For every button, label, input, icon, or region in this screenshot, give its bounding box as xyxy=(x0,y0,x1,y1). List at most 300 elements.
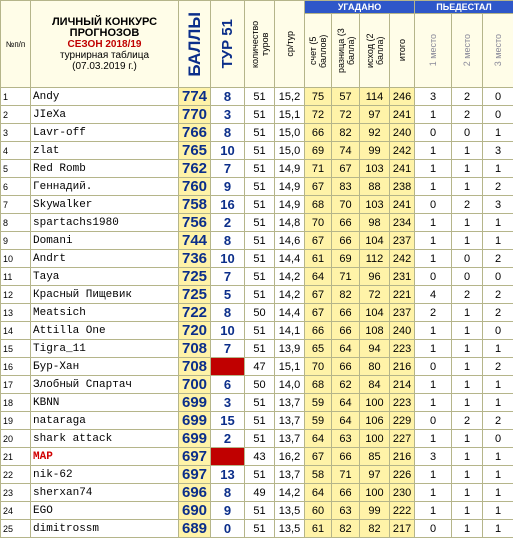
guessed-outcome-cell: 72 xyxy=(360,286,390,304)
guessed-total-cell: 237 xyxy=(390,304,415,322)
podium-3-cell: 0 xyxy=(483,106,513,124)
tour-points-cell: 8 xyxy=(211,304,245,322)
tour-count-cell: 51 xyxy=(245,196,275,214)
avg-cell: 15,0 xyxy=(275,142,305,160)
row-number: 11 xyxy=(1,268,31,286)
podium-2-cell: 1 xyxy=(452,448,483,466)
guessed-outcome-cell: 96 xyxy=(360,268,390,286)
tour-points-cell xyxy=(211,358,245,376)
tour-points-cell: 13 xyxy=(211,466,245,484)
row-number: 25 xyxy=(1,520,31,538)
tour-points-cell: 9 xyxy=(211,502,245,520)
points-cell: 774 xyxy=(179,88,211,106)
table-row xyxy=(1,448,513,466)
guessed-total-cell: 234 xyxy=(390,214,415,232)
podium-1-cell: 0 xyxy=(415,358,452,376)
tour-points-cell: 16 xyxy=(211,196,245,214)
guessed-total-cell: 240 xyxy=(390,322,415,340)
points-cell: 725 xyxy=(179,286,211,304)
podium-3-cell: 1 xyxy=(483,520,513,538)
tour-count-cell: 51 xyxy=(245,466,275,484)
guessed-score-cell: 67 xyxy=(305,232,332,250)
points-cell: 770 xyxy=(179,106,211,124)
date-label: (07.03.2019 г.) xyxy=(31,61,178,72)
row-number: 10 xyxy=(1,250,31,268)
guessed-total-cell: 214 xyxy=(390,376,415,394)
tour-points-cell: 7 xyxy=(211,340,245,358)
table-row xyxy=(1,142,513,160)
avg-cell: 14,4 xyxy=(275,304,305,322)
guessed-total-cell: 217 xyxy=(390,520,415,538)
table-row xyxy=(1,286,513,304)
table-row xyxy=(1,196,513,214)
avg-cell: 14,2 xyxy=(275,286,305,304)
season-label: СЕЗОН 2018/19 xyxy=(31,39,178,50)
podium-3-cell: 1 xyxy=(483,502,513,520)
guessed-outcome-cell: 98 xyxy=(360,214,390,232)
points-cell: 700 xyxy=(179,376,211,394)
table-row xyxy=(1,250,513,268)
player-name: JIeXa xyxy=(31,106,179,124)
podium-1-cell: 1 xyxy=(415,376,452,394)
podium-2-cell: 1 xyxy=(452,376,483,394)
podium-1-cell: 1 xyxy=(415,232,452,250)
table-row xyxy=(1,376,513,394)
podium-1-cell: 0 xyxy=(415,268,452,286)
podium-1-cell: 1 xyxy=(415,322,452,340)
guessed-total-cell: 241 xyxy=(390,106,415,124)
row-number: 20 xyxy=(1,430,31,448)
table-row xyxy=(1,214,513,232)
podium-3-cell: 1 xyxy=(483,466,513,484)
podium-2-cell: 1 xyxy=(452,394,483,412)
guessed-outcome-cell: 104 xyxy=(360,304,390,322)
points-cell: 725 xyxy=(179,268,211,286)
avg-cell: 14,2 xyxy=(275,484,305,502)
podium-2-cell: 1 xyxy=(452,160,483,178)
podium-2-cell: 0 xyxy=(452,124,483,142)
guessed-score-header: счет (5 баллов) xyxy=(305,14,332,88)
guessed-outcome-cell: 99 xyxy=(360,502,390,520)
tour-count-cell: 51 xyxy=(245,268,275,286)
avg-cell: 14,4 xyxy=(275,250,305,268)
guessed-score-cell: 67 xyxy=(305,304,332,322)
avg-cell: 15,1 xyxy=(275,358,305,376)
podium-3-cell: 0 xyxy=(483,322,513,340)
tour-count-cell: 51 xyxy=(245,520,275,538)
row-number: 23 xyxy=(1,484,31,502)
table-row xyxy=(1,394,513,412)
guessed-diff-cell: 74 xyxy=(332,142,360,160)
guessed-total-cell: 242 xyxy=(390,142,415,160)
podium-group-header: ПЬЕДЕСТАЛ xyxy=(415,1,513,14)
row-number: 14 xyxy=(1,322,31,340)
podium-2-cell: 2 xyxy=(452,196,483,214)
podium-3-cell: 1 xyxy=(483,232,513,250)
podium-2-cell: 2 xyxy=(452,88,483,106)
guessed-score-cell: 72 xyxy=(305,106,332,124)
guessed-total-cell: 240 xyxy=(390,124,415,142)
tour-count-cell: 43 xyxy=(245,448,275,466)
row-number: 16 xyxy=(1,358,31,376)
player-name: Andy xyxy=(31,88,179,106)
podium-1-cell: 1 xyxy=(415,394,452,412)
avg-cell: 13,7 xyxy=(275,412,305,430)
guessed-outcome-cell: 85 xyxy=(360,448,390,466)
guessed-diff-cell: 66 xyxy=(332,484,360,502)
podium-2-cell: 1 xyxy=(452,466,483,484)
avg-cell: 14,9 xyxy=(275,178,305,196)
player-name: Red Romb xyxy=(31,160,179,178)
avg-cell: 16,2 xyxy=(275,448,305,466)
player-name: Taya xyxy=(31,268,179,286)
table-row xyxy=(1,106,513,124)
guessed-outcome-cell: 100 xyxy=(360,394,390,412)
guessed-total-cell: 237 xyxy=(390,232,415,250)
row-number: 1 xyxy=(1,88,31,106)
row-number: 4 xyxy=(1,142,31,160)
podium-1-cell: 0 xyxy=(415,520,452,538)
podium-1-cell: 1 xyxy=(415,502,452,520)
podium-1-cell: 0 xyxy=(415,196,452,214)
title-line-2: ПРОГНОЗОВ xyxy=(31,28,178,39)
points-cell: 760 xyxy=(179,178,211,196)
guessed-diff-cell: 82 xyxy=(332,286,360,304)
guessed-total-cell: 223 xyxy=(390,340,415,358)
guessed-outcome-cell: 106 xyxy=(360,412,390,430)
guessed-total-cell: 229 xyxy=(390,412,415,430)
podium-3-cell: 0 xyxy=(483,430,513,448)
podium-2-cell: 1 xyxy=(452,358,483,376)
table-row xyxy=(1,88,513,106)
row-number: 2 xyxy=(1,106,31,124)
tour-points-cell: 6 xyxy=(211,376,245,394)
title-line-1: ЛИЧНЫЙ КОНКУРС xyxy=(31,17,178,28)
player-name: Tigra_11 xyxy=(31,340,179,358)
row-number: 21 xyxy=(1,448,31,466)
table-row xyxy=(1,322,513,340)
guessed-diff-cell: 82 xyxy=(332,124,360,142)
guessed-diff-cell: 66 xyxy=(332,232,360,250)
guessed-total-cell: 231 xyxy=(390,268,415,286)
guessed-score-cell: 70 xyxy=(305,214,332,232)
podium-3-cell: 1 xyxy=(483,484,513,502)
avg-cell: 14,9 xyxy=(275,196,305,214)
tour-points-cell: 8 xyxy=(211,232,245,250)
player-name: Злобный Спартач xyxy=(31,376,179,394)
guessed-total-cell: 221 xyxy=(390,286,415,304)
tour-count-cell: 51 xyxy=(245,394,275,412)
guessed-diff-cell: 83 xyxy=(332,178,360,196)
podium-2-cell: 1 xyxy=(452,502,483,520)
points-cell: 697 xyxy=(179,448,211,466)
player-name: Skywalker xyxy=(31,196,179,214)
guessed-outcome-cell: 103 xyxy=(360,196,390,214)
player-name: Attilla One xyxy=(31,322,179,340)
points-cell: 736 xyxy=(179,250,211,268)
tour-points-cell: 7 xyxy=(211,268,245,286)
guessed-score-cell: 68 xyxy=(305,376,332,394)
podium-2-cell: 1 xyxy=(452,430,483,448)
player-name: dimitrossm xyxy=(31,520,179,538)
podium-2-cell: 1 xyxy=(452,520,483,538)
table-row xyxy=(1,304,513,322)
points-cell: 766 xyxy=(179,124,211,142)
guessed-diff-cell: 71 xyxy=(332,466,360,484)
tour-count-cell: 51 xyxy=(245,232,275,250)
avg-cell: 15,0 xyxy=(275,124,305,142)
table-row xyxy=(1,340,513,358)
avg-header: ср/тур xyxy=(275,1,305,88)
points-header: БАЛЛЫ xyxy=(179,1,211,88)
tour-count-cell: 51 xyxy=(245,124,275,142)
guessed-diff-cell: 72 xyxy=(332,106,360,124)
row-number: 17 xyxy=(1,376,31,394)
tour-count-cell: 51 xyxy=(245,142,275,160)
tour-count-cell: 51 xyxy=(245,214,275,232)
guessed-score-cell: 68 xyxy=(305,196,332,214)
podium-1-cell: 1 xyxy=(415,250,452,268)
guessed-diff-cell: 66 xyxy=(332,358,360,376)
tour-points-cell: 8 xyxy=(211,124,245,142)
avg-cell: 13,5 xyxy=(275,502,305,520)
tour-points-cell: 2 xyxy=(211,214,245,232)
player-name: spartachs1980 xyxy=(31,214,179,232)
podium-2-cell: 1 xyxy=(452,322,483,340)
tour-count-cell: 50 xyxy=(245,304,275,322)
tour-points-cell: 10 xyxy=(211,250,245,268)
guessed-group-header: УГАДАНО xyxy=(305,1,415,14)
guessed-outcome-cell: 92 xyxy=(360,124,390,142)
points-cell: 708 xyxy=(179,340,211,358)
podium-1-cell: 0 xyxy=(415,412,452,430)
points-cell: 708 xyxy=(179,358,211,376)
guessed-outcome-cell: 112 xyxy=(360,250,390,268)
guessed-outcome-cell: 100 xyxy=(360,484,390,502)
guessed-total-cell: 222 xyxy=(390,502,415,520)
podium-2-cell: 0 xyxy=(452,250,483,268)
table-row xyxy=(1,502,513,520)
avg-cell: 14,0 xyxy=(275,376,305,394)
row-number: 24 xyxy=(1,502,31,520)
table-row xyxy=(1,484,513,502)
podium-3-header: 3 место xyxy=(483,14,513,88)
podium-2-cell: 1 xyxy=(452,142,483,160)
table-row xyxy=(1,430,513,448)
guessed-score-cell: 59 xyxy=(305,412,332,430)
podium-2-cell: 1 xyxy=(452,178,483,196)
podium-2-cell: 2 xyxy=(452,106,483,124)
podium-3-cell: 1 xyxy=(483,124,513,142)
podium-2-cell: 1 xyxy=(452,484,483,502)
guessed-score-cell: 71 xyxy=(305,160,332,178)
player-name: sherxan74 xyxy=(31,484,179,502)
guessed-score-cell: 67 xyxy=(305,286,332,304)
tour-count-cell: 50 xyxy=(245,376,275,394)
guessed-score-cell: 66 xyxy=(305,124,332,142)
guessed-outcome-cell: 103 xyxy=(360,160,390,178)
player-name: EGO xyxy=(31,502,179,520)
podium-1-cell: 3 xyxy=(415,88,452,106)
player-name: Геннадий. xyxy=(31,178,179,196)
guessed-score-cell: 64 xyxy=(305,430,332,448)
tour-count-cell: 51 xyxy=(245,322,275,340)
podium-3-cell: 1 xyxy=(483,448,513,466)
guessed-diff-cell: 66 xyxy=(332,322,360,340)
row-number: 13 xyxy=(1,304,31,322)
podium-3-cell: 0 xyxy=(483,88,513,106)
points-cell: 722 xyxy=(179,304,211,322)
row-number: 18 xyxy=(1,394,31,412)
subtitle: турнирная таблица xyxy=(31,50,178,61)
guessed-outcome-cell: 80 xyxy=(360,358,390,376)
tour-points-cell: 7 xyxy=(211,160,245,178)
player-name: Красный Пищевик xyxy=(31,286,179,304)
guessed-total-cell: 230 xyxy=(390,484,415,502)
table-row xyxy=(1,268,513,286)
guessed-total-header: итого xyxy=(390,14,415,88)
guessed-score-cell: 67 xyxy=(305,178,332,196)
player-name: nataraga xyxy=(31,412,179,430)
standings-body xyxy=(1,88,513,538)
avg-cell: 14,8 xyxy=(275,214,305,232)
tour-points-cell: 8 xyxy=(211,484,245,502)
points-cell: 744 xyxy=(179,232,211,250)
player-name: shark attack xyxy=(31,430,179,448)
table-row xyxy=(1,412,513,430)
table-row xyxy=(1,124,513,142)
podium-3-cell: 2 xyxy=(483,178,513,196)
tour-count-cell: 51 xyxy=(245,88,275,106)
tour-points-cell: 3 xyxy=(211,394,245,412)
guessed-diff-cell: 67 xyxy=(332,160,360,178)
tour-count-cell: 49 xyxy=(245,484,275,502)
guessed-diff-cell: 62 xyxy=(332,376,360,394)
avg-cell: 14,2 xyxy=(275,268,305,286)
guessed-score-cell: 67 xyxy=(305,448,332,466)
guessed-diff-cell: 66 xyxy=(332,448,360,466)
guessed-total-cell: 223 xyxy=(390,394,415,412)
guessed-diff-cell: 70 xyxy=(332,196,360,214)
podium-2-header: 2 место xyxy=(452,14,483,88)
podium-1-cell: 1 xyxy=(415,142,452,160)
guessed-score-cell: 70 xyxy=(305,358,332,376)
guessed-score-cell: 66 xyxy=(305,322,332,340)
guessed-score-cell: 69 xyxy=(305,142,332,160)
tour-count-cell: 47 xyxy=(245,358,275,376)
guessed-total-cell: 241 xyxy=(390,160,415,178)
guessed-diff-cell: 82 xyxy=(332,520,360,538)
avg-cell: 13,7 xyxy=(275,394,305,412)
tour-count-cell: 51 xyxy=(245,250,275,268)
tour-points-cell: 10 xyxy=(211,142,245,160)
avg-cell: 13,9 xyxy=(275,340,305,358)
avg-cell: 14,6 xyxy=(275,232,305,250)
guessed-total-cell: 241 xyxy=(390,196,415,214)
row-number: 19 xyxy=(1,412,31,430)
guessed-score-cell: 61 xyxy=(305,250,332,268)
row-number: 5 xyxy=(1,160,31,178)
tour-points-cell: 3 xyxy=(211,106,245,124)
points-cell: 696 xyxy=(179,484,211,502)
avg-cell: 15,1 xyxy=(275,106,305,124)
guessed-diff-cell: 64 xyxy=(332,412,360,430)
tour-count-cell: 51 xyxy=(245,340,275,358)
guessed-total-cell: 246 xyxy=(390,88,415,106)
podium-1-cell: 1 xyxy=(415,214,452,232)
tour-count-header: количество туров xyxy=(245,1,275,88)
player-name: Бур-Хан xyxy=(31,358,179,376)
tour-count-cell: 51 xyxy=(245,502,275,520)
tour-count-cell: 51 xyxy=(245,412,275,430)
guessed-diff-cell: 63 xyxy=(332,430,360,448)
row-number: 12 xyxy=(1,286,31,304)
points-cell: 699 xyxy=(179,394,211,412)
podium-2-cell: 1 xyxy=(452,214,483,232)
podium-1-cell: 1 xyxy=(415,178,452,196)
guessed-outcome-cell: 94 xyxy=(360,340,390,358)
tour-points-cell: 2 xyxy=(211,430,245,448)
row-number: 3 xyxy=(1,124,31,142)
tour-points-cell: 5 xyxy=(211,286,245,304)
row-number: 8 xyxy=(1,214,31,232)
row-number: 22 xyxy=(1,466,31,484)
row-number: 6 xyxy=(1,178,31,196)
guessed-outcome-cell: 84 xyxy=(360,376,390,394)
podium-2-cell: 1 xyxy=(452,232,483,250)
guessed-score-cell: 61 xyxy=(305,520,332,538)
guessed-score-cell: 65 xyxy=(305,340,332,358)
podium-3-cell: 1 xyxy=(483,340,513,358)
num-header: №п/п xyxy=(1,1,31,88)
podium-3-cell: 1 xyxy=(483,376,513,394)
title-block xyxy=(31,1,179,88)
tour-count-cell: 51 xyxy=(245,106,275,124)
table-row xyxy=(1,358,513,376)
tour-points-cell: 10 xyxy=(211,322,245,340)
podium-2-cell: 1 xyxy=(452,340,483,358)
podium-3-cell: 1 xyxy=(483,214,513,232)
guessed-score-cell: 64 xyxy=(305,268,332,286)
guessed-total-cell: 226 xyxy=(390,466,415,484)
podium-2-cell: 1 xyxy=(452,304,483,322)
guessed-outcome-cell: 82 xyxy=(360,520,390,538)
avg-cell: 13,7 xyxy=(275,466,305,484)
row-number: 9 xyxy=(1,232,31,250)
points-cell: 756 xyxy=(179,214,211,232)
guessed-total-cell: 216 xyxy=(390,358,415,376)
tour-points-cell: 15 xyxy=(211,412,245,430)
guessed-outcome-cell: 97 xyxy=(360,106,390,124)
points-cell: 699 xyxy=(179,430,211,448)
points-cell: 699 xyxy=(179,412,211,430)
avg-cell: 14,9 xyxy=(275,160,305,178)
points-cell: 765 xyxy=(179,142,211,160)
guessed-outcome-cell: 88 xyxy=(360,178,390,196)
podium-1-cell: 1 xyxy=(415,160,452,178)
guessed-total-cell: 216 xyxy=(390,448,415,466)
guessed-outcome-cell: 100 xyxy=(360,430,390,448)
guessed-total-cell: 227 xyxy=(390,430,415,448)
player-name: Domani xyxy=(31,232,179,250)
podium-1-cell: 4 xyxy=(415,286,452,304)
avg-cell: 13,7 xyxy=(275,430,305,448)
podium-1-cell: 3 xyxy=(415,448,452,466)
tour-points-cell: 9 xyxy=(211,178,245,196)
tour-points-cell: 8 xyxy=(211,88,245,106)
podium-3-cell: 2 xyxy=(483,286,513,304)
tour-count-cell: 51 xyxy=(245,160,275,178)
